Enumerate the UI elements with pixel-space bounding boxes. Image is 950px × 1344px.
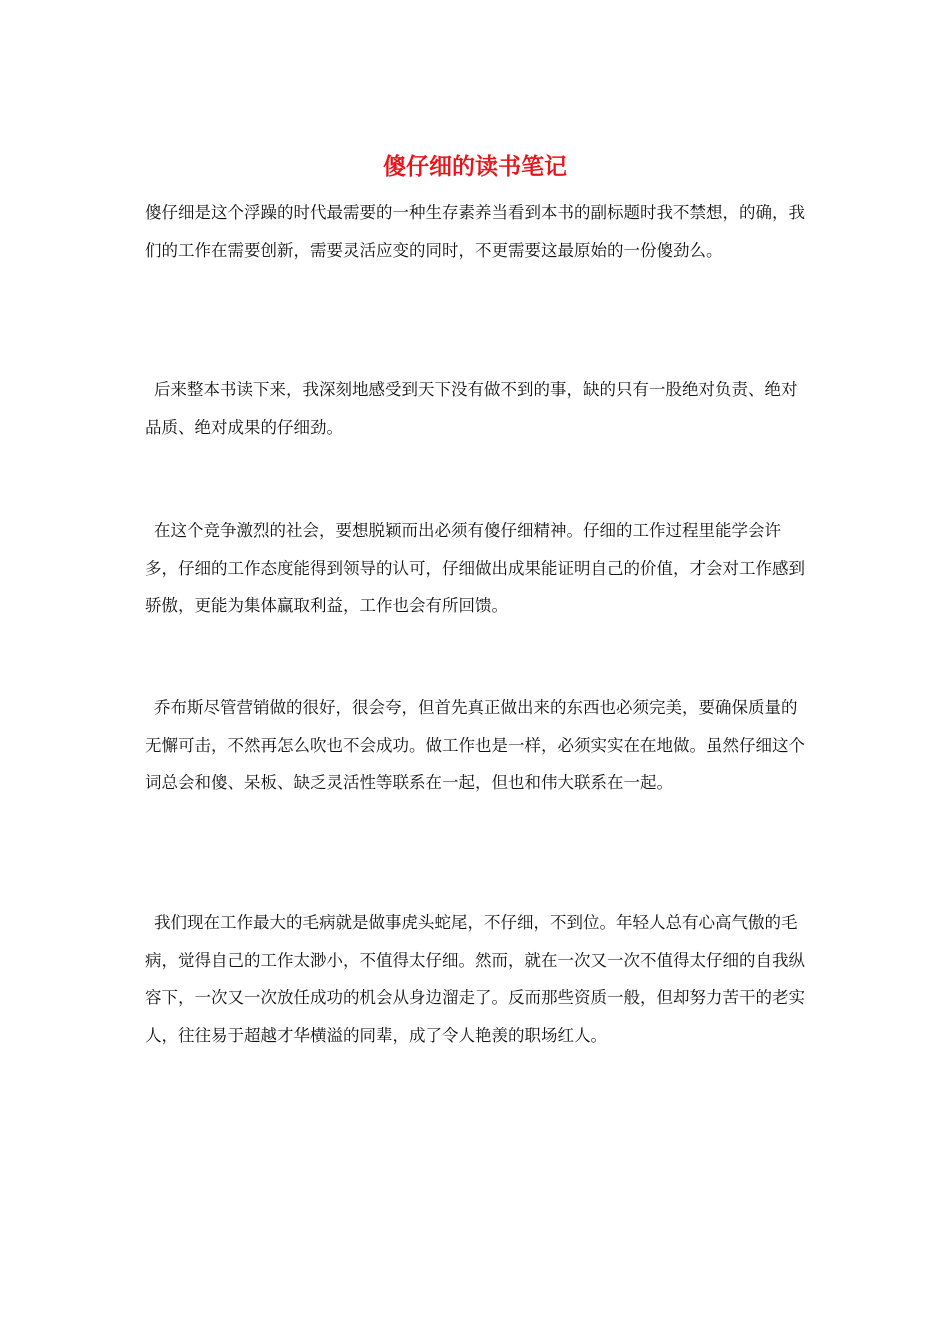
paragraph-5-text: 我们现在工作最大的毛病就是做事虎头蛇尾，不仔细，不到位。年轻人总有心高气傲的毛病，觉得自己的工作太渺小，不值得太仔细。然而，就在一次又一次不值得太仔细的自我纵容下，一次又一次放任成功的机会从身边溜走了。反而那些资质一般，但却努力苦干的老实人，往往易于超越才华横溢的同辈，成了令人艳羡的职场红人。 (145, 913, 805, 1045)
paragraph-4-text: 乔布斯尽管营销做的很好，很会夸，但首先真正做出来的东西也必须完美，要确保质量的无懈可击，不然再怎么吹也不会成功。做工作也是一样，必须实实在在地做。虽然仔细这个词总会和傻、呆板、缺乏灵活性等联系在一起，但也和伟大联系在一起。 (145, 698, 805, 792)
paragraph-5 (145, 904, 810, 1054)
paragraph-1-text: 傻仔细是这个浮躁的时代最需要的一种生存素养当看到本书的副标题时我不禁想，的确，我们的工作在需要创新，需要灵活应变的同时，不更需要这最原始的一份傻劲么。 (145, 203, 805, 260)
paragraph-2-text: 后来整本书读下来，我深刻地感受到天下没有做不到的事，缺的只有一股绝对负责、绝对品质、绝对成果的仔细劲。 (145, 380, 798, 437)
paragraph-1 (145, 194, 810, 269)
paragraph-2 (145, 371, 810, 446)
paragraph-3 (145, 512, 810, 625)
page-title: 傻仔细的读书笔记 (383, 153, 567, 180)
paragraph-3-text: 在这个竞争激烈的社会，要想脱颖而出必须有傻仔细精神。仔细的工作过程里能学会许多，仔细的工作态度能得到领导的认可，仔细做出成果能证明自己的价值，才会对工作感到骄傲，更能为集体赢取利益，工作也会有所回馈。 (145, 521, 805, 615)
paragraph-4 (145, 689, 810, 802)
